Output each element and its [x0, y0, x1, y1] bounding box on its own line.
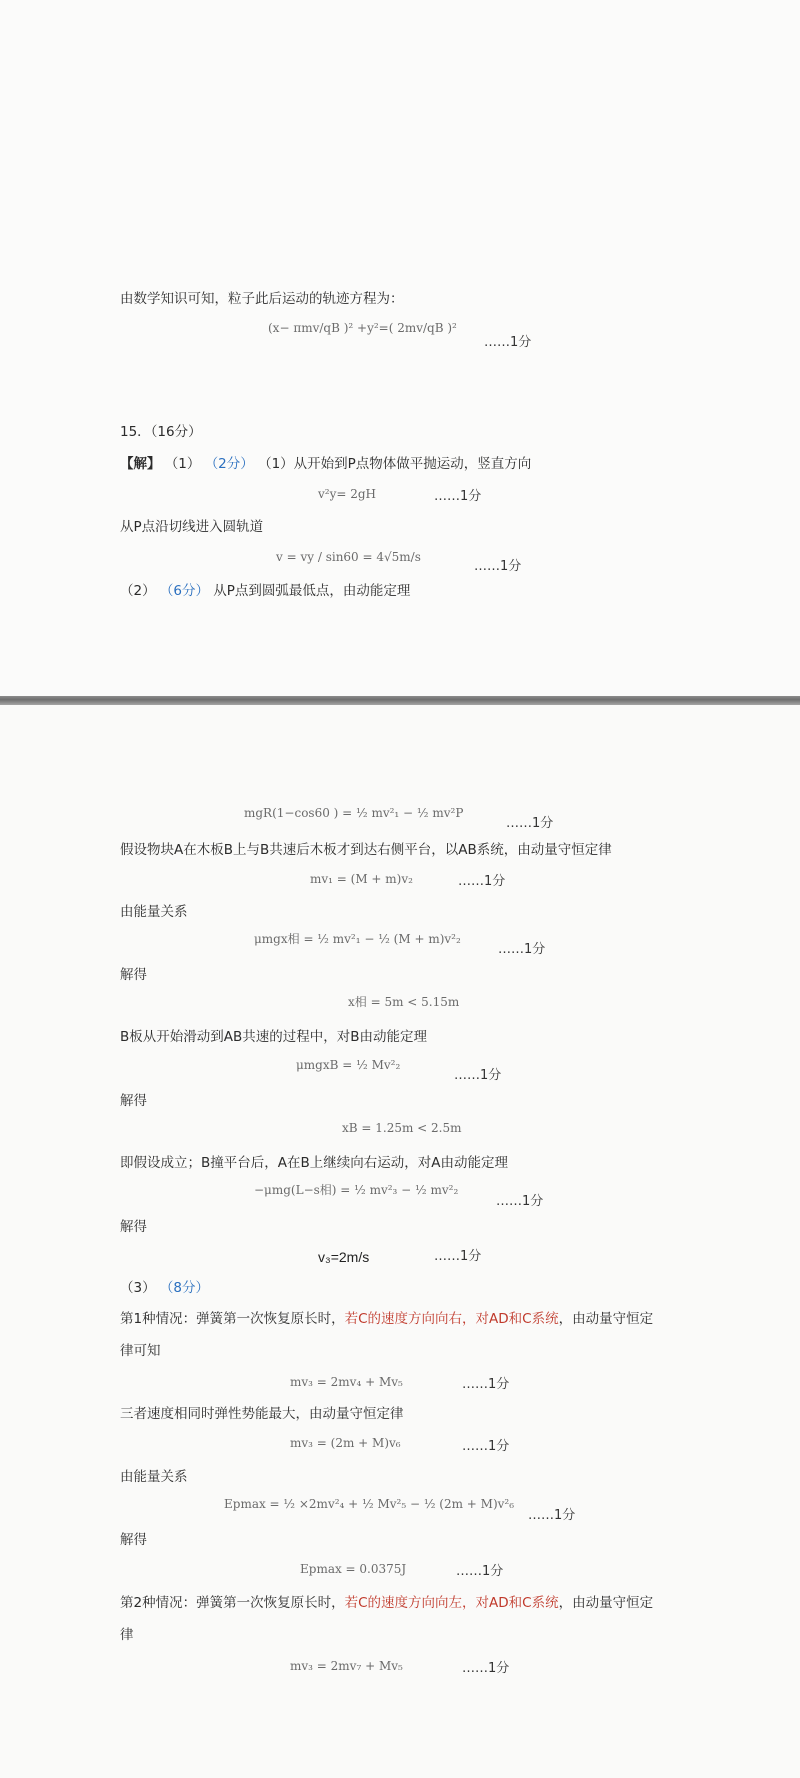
equation-a: −μmg(L−s相) = ½ mv²₃ − ½ mv²₂ — [254, 1183, 459, 1197]
page-divider — [0, 696, 800, 705]
solve-label-4: 解得 — [120, 1532, 147, 1548]
max-text: 三者速度相同时弹性势能最大，由动量守恒定律 — [120, 1406, 404, 1422]
equation-mgr: mgR(1−cos60 ) = ½ mv²₁ − ½ mv²P — [244, 806, 464, 820]
score-vy: ……1分 — [434, 489, 482, 504]
solve-label-3: 解得 — [120, 1219, 147, 1235]
case-1-post: ，由动量守恒定 — [558, 1311, 654, 1327]
solution-label: 【解】 — [120, 456, 161, 472]
part-2-label: （2） — [120, 583, 156, 599]
equation-max: mv₃ = (2m + M)v₆ — [290, 1436, 401, 1450]
b-text: B板从开始滑动到AB共速的过程中，对B由动能定理 — [120, 1029, 428, 1045]
equation-case-2: mv₃ = 2mv₇ + Mv₅ — [290, 1659, 403, 1673]
part-3-points: （8分） — [159, 1280, 209, 1296]
case-2-cont: 律 — [120, 1627, 134, 1643]
equation-ep-value: Epmax = 0.0375J — [300, 1562, 407, 1576]
assume-text: 假设物块A在木板B上与B共速后木板才到达右侧平台，以AB系统，由动量守恒定律 — [120, 842, 612, 858]
score-momentum: ……1分 — [458, 874, 506, 889]
part-2-line — [120, 582, 410, 600]
equation-case-1: mv₃ = 2mv₄ + Mv₅ — [290, 1375, 403, 1389]
energy-label: 由能量关系 — [120, 904, 188, 920]
part-1-label: （1） — [164, 456, 201, 472]
case-2-highlight: 若C的速度方向向左，对AD和C系统 — [344, 1595, 559, 1611]
part-3-line — [120, 1279, 209, 1297]
page-top — [0, 0, 800, 696]
hold-text: 即假设成立；B撞平台后，A在B上继续向右运动，对A由动能定理 — [120, 1155, 508, 1171]
energy-label-2: 由能量关系 — [120, 1469, 188, 1485]
score-case-2: ……1分 — [462, 1661, 510, 1676]
question-15-title: 15．（16分） — [120, 424, 202, 440]
case-1-pre: 第1种情况：弹簧第一次恢复原长时， — [120, 1311, 345, 1327]
equation-xb: xB = 1.25m < 2.5m — [342, 1121, 462, 1135]
score-ep: ……1分 — [528, 1508, 576, 1523]
case-1-cont: 律可知 — [120, 1343, 161, 1359]
score-trajectory: ……1分 — [484, 335, 532, 350]
part-1-points: （2分） — [204, 456, 254, 472]
equation-trajectory: (x− πmv/qB )² +y²=( 2mv/qB )² — [268, 321, 457, 335]
solve-label-2: 解得 — [120, 1093, 147, 1109]
score-ep-value: ……1分 — [456, 1564, 504, 1579]
score-mgr: ……1分 — [506, 816, 554, 831]
part-1-text: （1）从开始到P点物体做平抛运动，竖直方向 — [258, 456, 532, 472]
part-3-label: （3） — [120, 1280, 156, 1296]
v3-result: v₃=2m/s — [318, 1249, 370, 1265]
score-b: ……1分 — [454, 1068, 502, 1083]
tangent-text: 从P点沿切线进入圆轨道 — [120, 519, 264, 535]
part-2-points: （6分） — [159, 583, 209, 599]
solve-label-1: 解得 — [120, 967, 147, 983]
score-a: ……1分 — [496, 1194, 544, 1209]
equation-energy: μmgx相 = ½ mv²₁ − ½ (M + m)v²₂ — [254, 932, 461, 946]
case-1-line — [120, 1310, 653, 1328]
score-v: ……1分 — [474, 559, 522, 574]
intro-text: 由数学知识可知，粒子此后运动的轨迹方程为： — [120, 291, 404, 307]
solution-line-1 — [120, 455, 531, 473]
case-1-highlight: 若C的速度方向向右，对AD和C系统 — [344, 1311, 559, 1327]
equation-ep: Epmax = ½ ×2mv²₄ + ½ Mv²₅ − ½ (2m + M)v²₆ — [224, 1497, 515, 1511]
equation-x-relative: x相 = 5m < 5.15m — [348, 995, 460, 1009]
case-2-pre: 第2种情况：弹簧第一次恢复原长时， — [120, 1595, 345, 1611]
case-2-post: ，由动量守恒定 — [558, 1595, 654, 1611]
case-2-line — [120, 1594, 653, 1612]
score-energy: ……1分 — [498, 942, 546, 957]
score-v3: ……1分 — [434, 1249, 482, 1264]
part-2-text: 从P点到圆弧最低点，由动能定理 — [213, 583, 411, 599]
equation-v: v = vy / sin60 = 4√5m/s — [276, 550, 421, 564]
equation-momentum: mv₁ = (M + m)v₂ — [310, 872, 413, 886]
score-case-1: ……1分 — [462, 1377, 510, 1392]
equation-vy: v²y= 2gH — [318, 487, 377, 501]
page-bottom — [0, 705, 800, 1778]
equation-b: μmgxB = ½ Mv²₂ — [296, 1058, 401, 1072]
score-max: ……1分 — [462, 1439, 510, 1454]
